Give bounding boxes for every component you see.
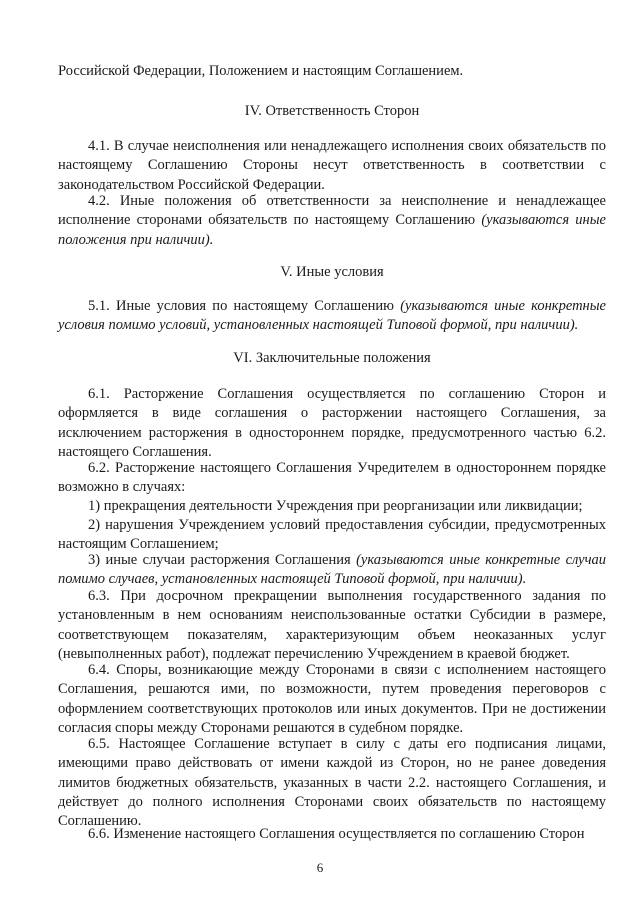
paragraph-4-2-text: 4.2. Иные положения об ответственности за неисполнение и ненадлежащее исполнение сторонами обязательств по настоящему Соглашению bbox=[58, 193, 606, 229]
paragraph-5-1 bbox=[58, 297, 606, 336]
paragraph-6-5: 6.5. Настоящее Соглашение вступает в силу с даты его подписания лицами, имеющими право действовать от имени каждой из Сторон, но не ранее доведения лимитов бюджетных обязательств, указанных в части 2.2. настоящего Соглашения, и действует до полного исполнения Сторонами своих обязательств по настоящему Соглашению. bbox=[58, 736, 606, 830]
paragraph-6-3: 6.3. При досрочном прекращении выполнения государственного задания по установленным в нем основаниям неиспользованные остатки Субсидии в размере, соответствующем показателям, характеризующим объем неоказанных услуг (невыполненных работ), подлежат перечислению Учреждением в краевой бюджет. bbox=[58, 588, 606, 662]
paragraph-6-2-item-2: 2) нарушения Учреждением условий предоставления субсидии, предусмотренных настоящим Соглашением; bbox=[58, 517, 606, 553]
page-number: 6 bbox=[316, 860, 324, 875]
paragraph-6-2-item-3 bbox=[58, 551, 606, 590]
paragraph-6-2-item-1: 1) прекращения деятельности Учреждения при реорганизации или ликвидации; bbox=[88, 498, 583, 514]
paragraph-6-2: 6.2. Расторжение настоящего Соглашения Учредителем в одностороннем порядке возможно в случаях: bbox=[58, 460, 606, 496]
paragraph-6-2-item-3-text: 3) иные случаи расторжения Соглашения bbox=[88, 552, 351, 568]
paragraph-4-2-italic: (указываются иные положения при наличии). bbox=[58, 212, 606, 248]
paragraph-5-1-text: 5.1. Иные условия по настоящему Соглашению bbox=[88, 298, 394, 314]
paragraph-4-1: 4.1. В случае неисполнения или ненадлежащего исполнения своих обязательств по настоящему Соглашению Стороны несут ответственность в соответствии с законодательством Российской Федерации. bbox=[58, 138, 606, 193]
paragraph-4-2 bbox=[58, 192, 606, 250]
paragraph-6-1: 6.1. Расторжение Соглашения осуществляется по соглашению Сторон и оформляется в виде соглашения о расторжении настоящего Соглашения, за исключением расторжения в одностороннем порядке, предусмотренного частью 6.2. настоящего Соглашения. bbox=[58, 386, 606, 460]
paragraph-6-4: 6.4. Споры, возникающие между Сторонами в связи с исполнением настоящего Соглашения, решаются ими, по возможности, путем проведения переговоров с оформлением соответствующих протоколов или иных документов. При не достижении согласия споры между Сторонами решаются в судебном порядке. bbox=[58, 662, 606, 736]
top-line: Российской Федерации, Положением и настоящим Соглашением. bbox=[58, 63, 464, 79]
paragraph-5-1-italic: (указываются иные конкретные условия помимо условий, установленных настоящей Типовой формой, при наличии). bbox=[58, 298, 606, 334]
section-4-heading: IV. Ответственность Сторон bbox=[244, 103, 420, 119]
section-6-heading: VI. Заключительные положения bbox=[233, 350, 431, 366]
paragraph-6-2-item-3-italic: (указываются иные конкретные случаи помимо случаев, установленных настоящей Типовой формой, при наличии). bbox=[58, 552, 607, 588]
section-5-heading: V. Иные условия bbox=[280, 264, 384, 280]
paragraph-6-6: 6.6. Изменение настоящего Соглашения осуществляется по соглашению Сторон bbox=[88, 826, 585, 842]
